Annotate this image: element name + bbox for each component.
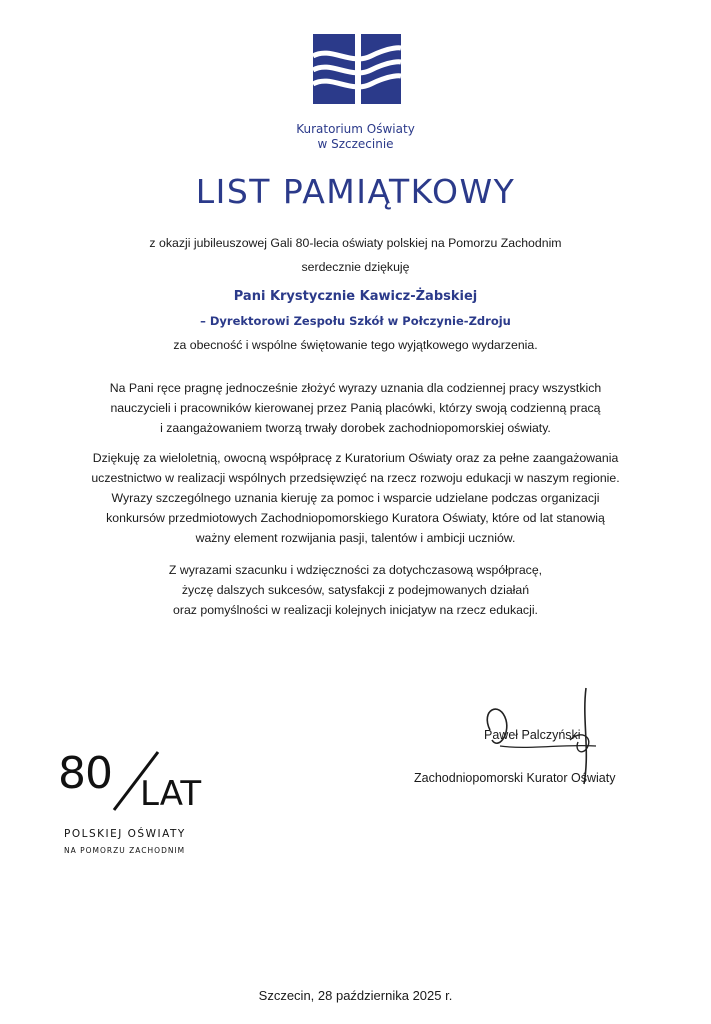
paragraph-line: i zaangażowaniem tworzą trwały dorobek zachodniopomorskiej oświaty. [160,421,551,435]
body-paragraph-3 [0,560,711,620]
recipient-role: – Dyrektorowi Zespołu Szkół w Połczynie-Zdroju [200,314,511,328]
body-paragraph-2 [0,448,711,548]
paragraph-line: konkursów przedmiotowych Zachodniopomorskiego Kuratora Oświaty, które od lat stanowią [106,511,605,525]
signatory-role: Zachodniopomorski Kurator Oświaty [414,771,616,785]
signatory-name: Paweł Palczyński [484,728,581,742]
paragraph-line: Dziękuję za wieloletnią, owocną współpracę z Kuratorium Oświaty oraz za pełne zaangażowania [92,451,619,465]
body-paragraph-1 [0,378,711,438]
paragraph-line: nauczycieli i pracowników kierowanej przez Panią placówki, którzy swoją codzienną pracą [110,401,601,415]
anniversary-badge [58,748,218,868]
paragraph-line: życzę dalszych sukcesów, satysfakcji z podejmowanych działań [181,583,530,597]
recipient-name: Pani Krystycznie Kawicz-Żabskiej [233,289,478,304]
presence-text: za obecność i wspólne świętowanie tego wyjątkowego wydarzenia. [173,338,538,352]
paragraph-line: oraz pomyślności w realizacji kolejnych inicjatyw na rzecz edukacji. [173,603,538,617]
badge-word: LAT [140,774,202,814]
badge-subtitle: POLSKIEJ OŚWIATY [64,828,186,840]
thanks-text: serdecznie dziękuję [301,260,410,274]
paragraph-line: ważny element rozwijania pasji, talentów i ambicji uczniów. [195,531,516,545]
kuratorium-logo-icon [311,32,403,106]
institution-city: w Szczecinie [317,137,394,151]
institution-name: Kuratorium Oświaty [296,122,415,136]
paragraph-line: Na Pani ręce pragnę jednocześnie złożyć wyrazy uznania dla codziennej pracy wszystkich [109,381,602,395]
document-title: LIST PAMIĄTKOWY [195,172,516,211]
place-and-date: Szczecin, 28 października 2025 r. [258,988,453,1003]
occasion-text: z okazji jubileuszowej Gali 80-lecia oświaty polskiej na Pomorzu Zachodnim [149,236,562,250]
paragraph-line: Wyrazy szczególnego uznania kieruję za pomoc i wsparcie udzielane podczas organizacji [111,491,600,505]
badge-number: 80 [58,748,112,799]
badge-subtitle-small: NA POMORZU ZACHODNIM [64,846,186,855]
paragraph-line: Z wyrazami szacunku i wdzięczności za dotychczasową współpracę, [168,563,543,577]
paragraph-line: uczestnictwo w realizacji wspólnych przedsięwzięć na rzecz rozwoju edukacji w naszym regionie. [91,471,620,485]
